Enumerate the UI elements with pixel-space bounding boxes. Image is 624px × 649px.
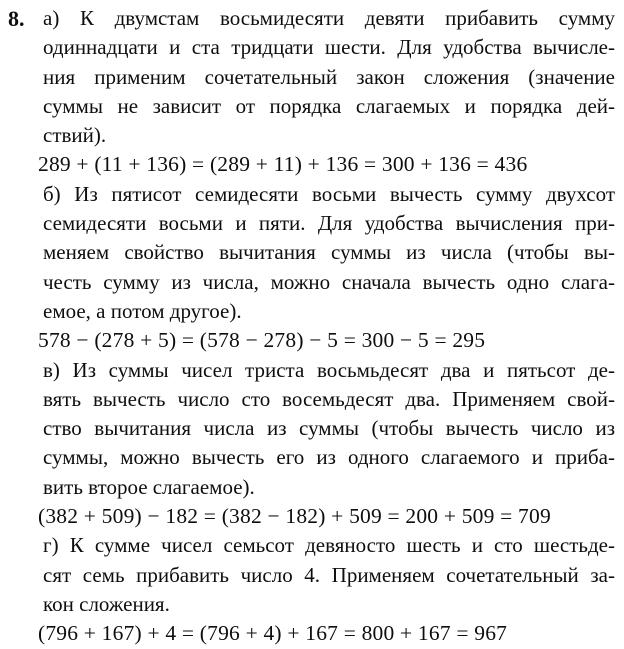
formula-b: 578 − (278 + 5) = (578 − 278) − 5 = 300 − 5 = 295 — [38, 328, 486, 353]
formula-a: 289 + (11 + 136) = (289 + 11) + 136 = 300 + 136 = 436 — [38, 152, 528, 177]
text-line-a5: ствий). — [43, 123, 107, 148]
formula-v: (382 + 509) − 182 = (382 − 182) + 509 = 200 + 509 = 709 — [38, 504, 551, 529]
text-line-v3: ство вычитания числа из суммы (чтобы вычесть число из — [43, 416, 615, 441]
text-line-b5: емое, а потом другое). — [43, 298, 242, 323]
text-line-b4: честь сумму из числа, можно сначала вычесть одно слага- — [43, 269, 615, 294]
text-line-a2: одиннадцати и ста тридцати шести. Для удобства вычисле- — [43, 35, 615, 60]
text-line-b1: б) Из пятисот семидесяти восьми вычесть сумму двухсот — [43, 181, 615, 206]
text-line-a1: а) К двумстам восьмидесяти девяти прибавить сумму — [43, 6, 615, 30]
problem-number: 8. — [8, 6, 25, 31]
text-line-b3: меняем свойство вычитания суммы из числа (чтобы вы- — [43, 240, 615, 265]
text-line-g2: сят семь прибавить число 4. Применяем сочетательный за- — [43, 562, 615, 587]
text-line-a3: ния применим сочетательный закон сложения (значение — [43, 64, 615, 89]
text-line-g3: кон сложения. — [43, 591, 170, 616]
text-line-v2: вять вычесть число сто восемьдесят два. Применяем свой- — [43, 386, 615, 411]
formula-g: (796 + 167) + 4 = (796 + 4) + 167 = 800 + 167 = 967 — [38, 621, 508, 646]
text-line-a4: суммы не зависит от порядка слагаемых и порядка дей- — [43, 93, 615, 118]
text-line-g1: г) К сумме чисел семьсот девяносто шесть и сто шестьде- — [43, 533, 615, 558]
text-line-v1: в) Из суммы чисел триста восьмьдесят два и пятьсот де- — [43, 357, 615, 382]
solution-content — [38, 4, 615, 649]
text-line-b2: семидесяти восьми и пяти. Для удобства вычисления при- — [43, 211, 615, 236]
text-line-v5: вить второе слагаемое). — [43, 474, 255, 499]
text-line-v4: суммы, можно вычесть его из одного слагаемого и приба- — [43, 445, 615, 470]
